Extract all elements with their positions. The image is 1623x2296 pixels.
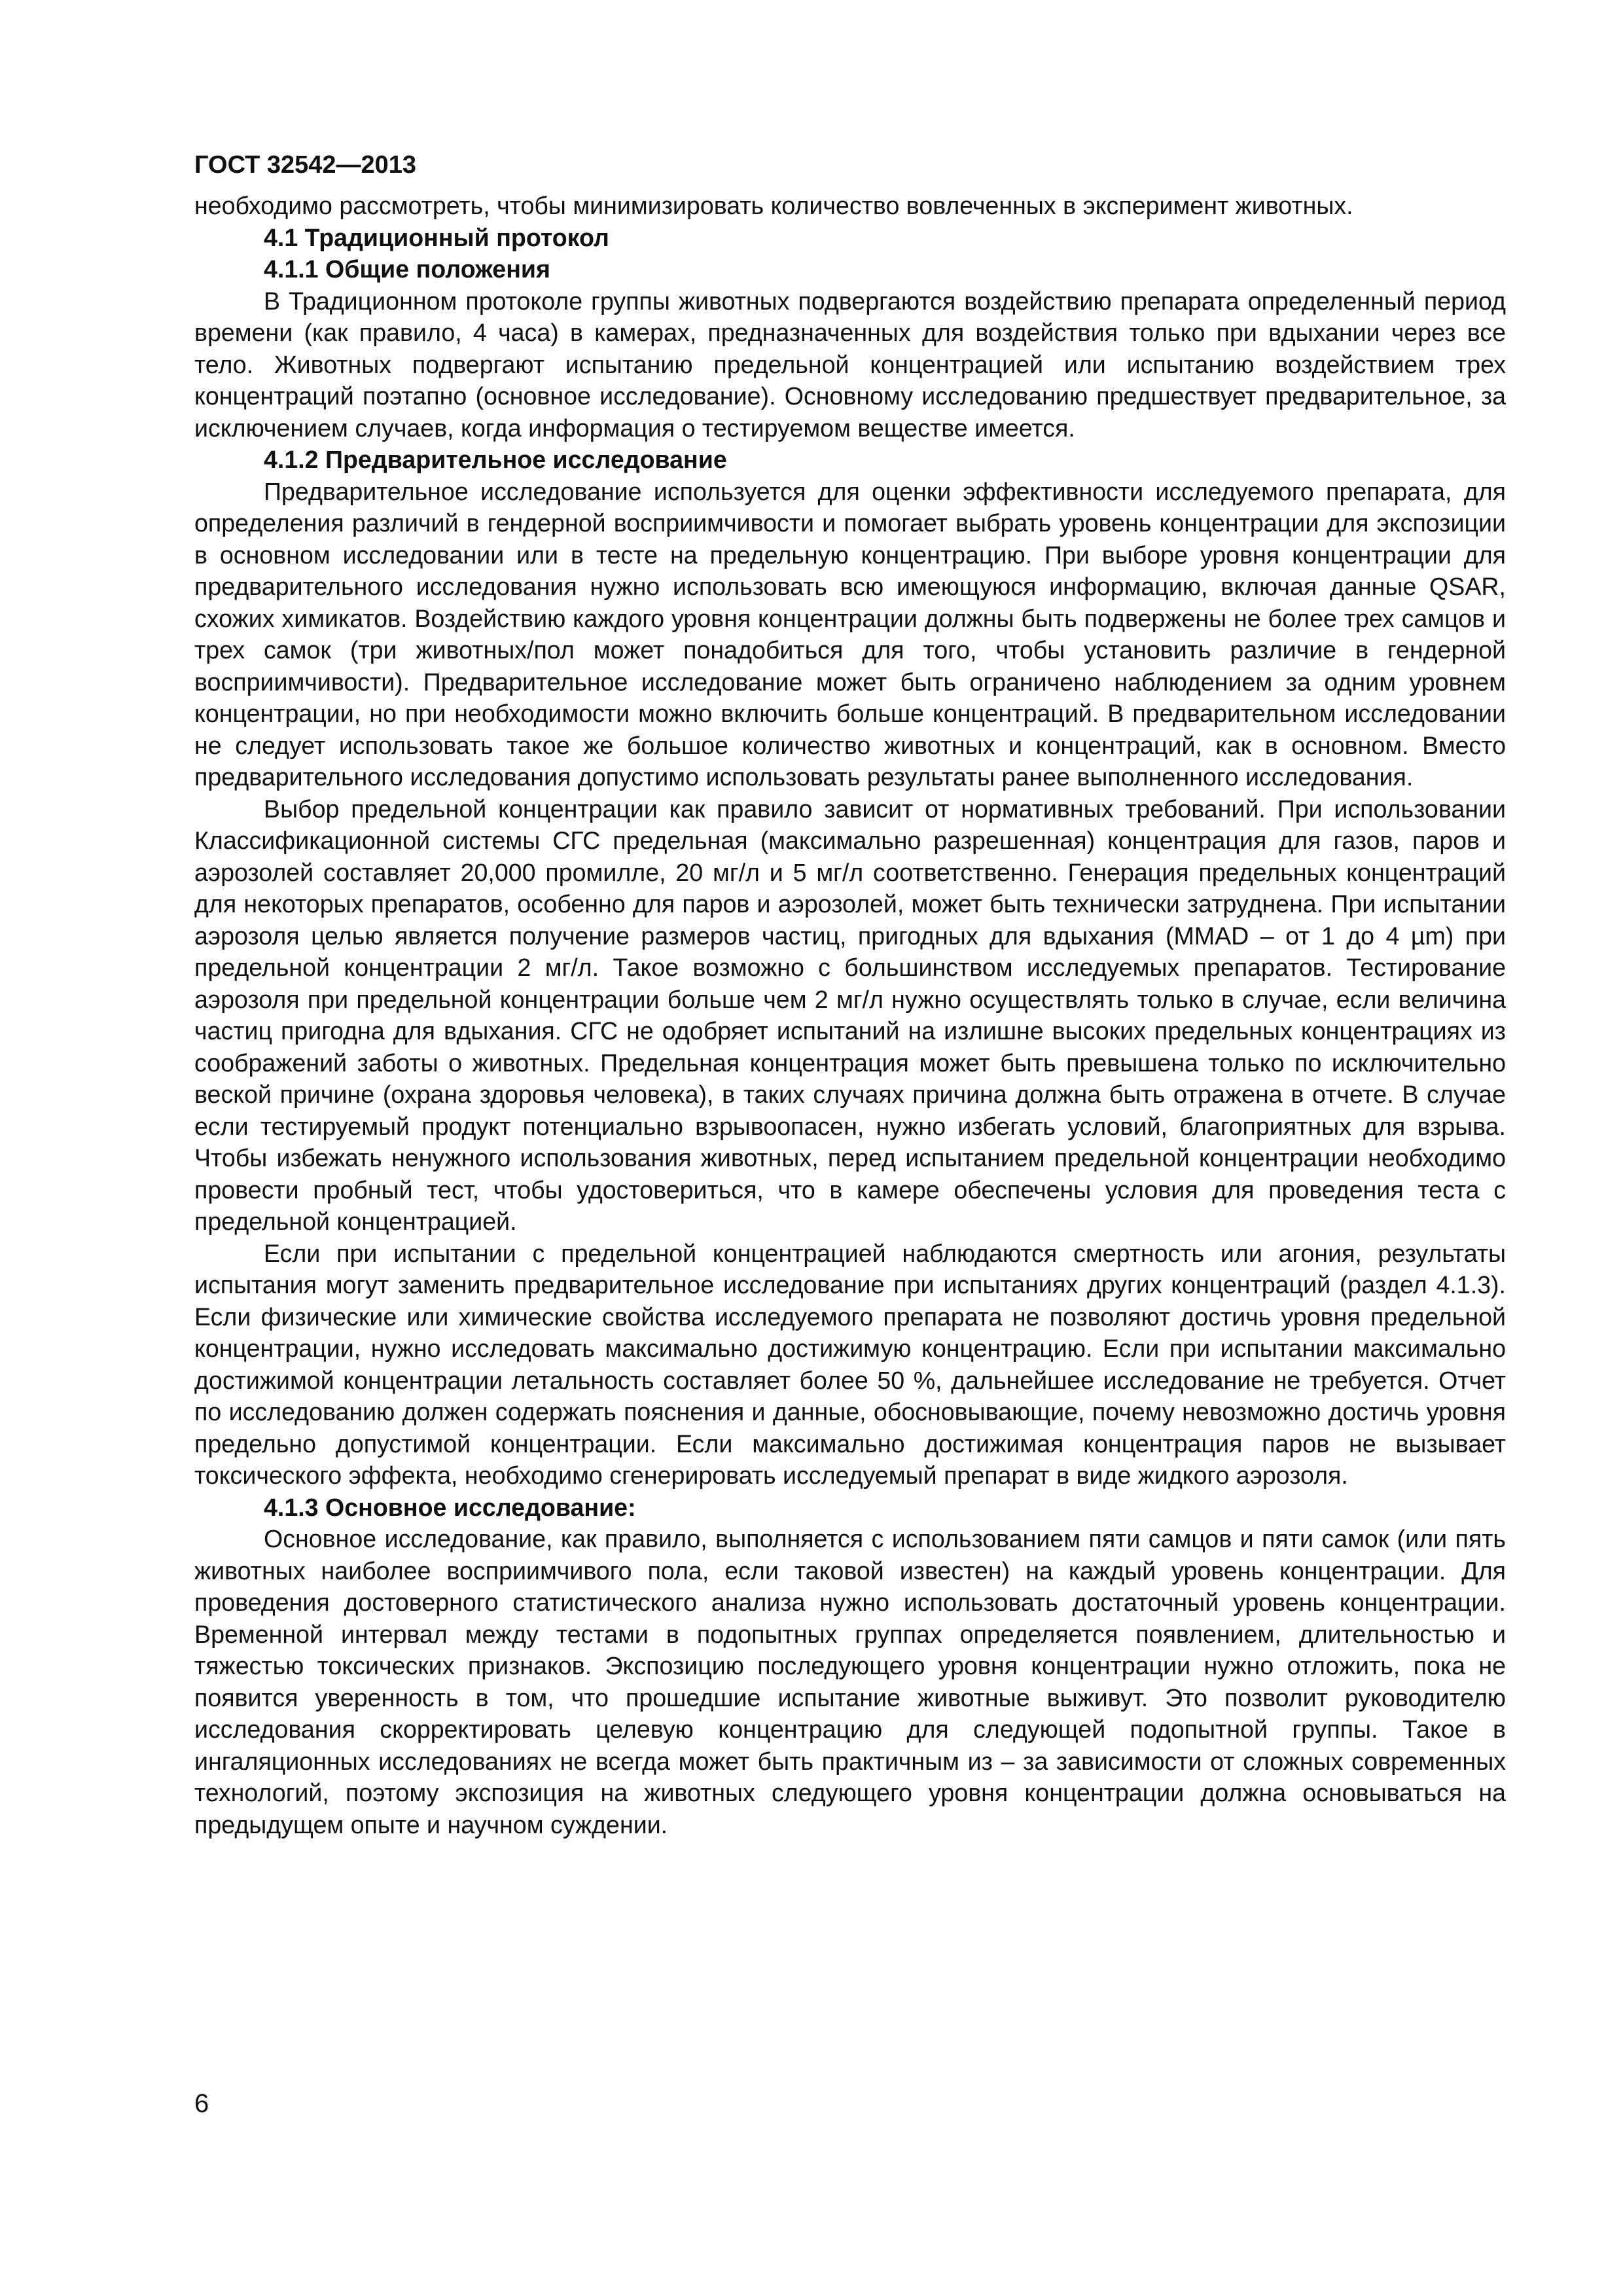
standard-header: ГОСТ 32542—2013 (194, 151, 417, 179)
paragraph-4-1-2-b: Выбор предельной концентрации как правило зависит от нормативных требований. При использовании Классификационной системы СГС предельная (максимально разрешенная) концентрация для газов, паров и аэрозолей составляет 20,000 промилле, 20 мг/л и 5 мг/л соответственно. Генерация предельных концентраций для некоторых препаратов, особенно для паров и аэрозолей, может быть технически затруднена. При испытании аэрозоля целью является получение размеров частиц, пригодных для вдыхания (MMAD – от 1 до 4 µm) при предельной концентрации 2 мг/л. Такое возможно с большинством исследуемых препаратов. Тестирование аэрозоля при предельной концентрации больше чем 2 мг/л нужно осуществлять только в случае, если величина частиц пригодна для вдыхания. СГС не одобряет испытаний на излишне высоких предельных концентрациях из соображений заботы о животных. Предельная концентрация может быть превышена только по исключительно веской причине (охрана здоровья человека), в таких случаях причина должна быть отражена в отчете. В случае если тестируемый продукт потенциально взрывоопасен, нужно избегать условий, благоприятных для взрыва. Чтобы избежать ненужного использования животных, перед испытанием предельной концентрации необходимо провести пробный тест, чтобы удостовериться, что в камере обеспечены условия для проведения теста с предельной концентрацией. (194, 795, 1506, 1235)
heading-4-1-3: 4.1.3 Основное исследование: (264, 1493, 636, 1521)
heading-4-1-2: 4.1.2 Предварительное исследование (264, 446, 727, 473)
paragraph-4-1-2-a: Предварительное исследование используется для оценки эффективности исследуемого препарата, для определения различий в гендерной восприимчивости и помогает выбрать уровень концентрации для экспозиции в основном исследовании или в тесте на предельную концентрацию. При выборе уровня концентрации для предварительного исследования нужно использовать всю имеющуюся информацию, включая данные QSAR, схожих химикатов. Воздействию каждого уровня концентрации должны быть подвержены не более трех самцов и трех самок (три животных/пол может понадобиться для того, чтобы установить различие в гендерной восприимчивости). Предварительное исследование может быть ограничено наблюдением за одним уровнем концентрации, но при необходимости можно включить больше концентраций. В предварительном исследовании не следует использовать такое же большое количество животных и концентраций, как в основном. Вместо предварительного исследования допустимо использовать результаты ранее выполненного исследования. (194, 477, 1506, 791)
paragraph-4-1-3: Основное исследование, как правило, выполняется с использованием пяти самцов и пяти самок (или пять животных наиболее восприимчивого пола, если таковой известен) на каждый уровень концентрации. Для проведения достоверного статистического анализа нужно использовать достаточный уровень концентрации. Временной интервал между тестами в подопытных группах определяется появлением, длительностью и тяжестью токсических признаков. Экспозицию последующего уровня концентрации нужно отложить, пока не появится уверенность в том, что прошедшие испытание животные выживут. Это позволит руководителю исследования скорректировать целевую концентрацию для следующей подопытной группы. Такое в ингаляционных исследованиях не всегда может быть практичным из – за зависимости от сложных современных технологий, поэтому экспозиция на животных следующего уровня концентрации должна основываться на предыдущем опыте и научном суждении. (194, 1525, 1506, 1839)
paragraph-4-1-2-c: Если при испытании с предельной концентрацией наблюдаются смертность или агония, результаты испытания могут заменить предварительное исследование при испытаниях других концентраций (раздел 4.1.3). Если физические или химические свойства исследуемого препарата не позволяют достичь уровня предельной концентрации, нужно исследовать максимально достижимую концентрацию. Если при испытании максимально достижимой концентрации летальность составляет более 50 %, дальнейшее исследование не требуется. Отчет по исследованию должен содержать пояснения и данные, обосновывающие, почему невозможно достичь уровня предельно допустимой концентрации. Если максимально достижимая концентрация паров не вызывает токсического эффекта, необходимо сгенерировать исследуемый препарат в виде жидкого аэрозоля. (194, 1239, 1506, 1489)
heading-4-1-1: 4.1.1 Общие положения (264, 255, 550, 283)
paragraph-continued: необходимо рассмотреть, чтобы минимизировать количество вовлеченных в эксперимент животных. (194, 192, 1353, 219)
page-number: 6 (194, 2089, 209, 2118)
paragraph-4-1-1: В Традиционном протоколе группы животных подвергаются воздействию препарата определенный период времени (как правило, 4 часа) в камерах, предназначенных для воздействия только при вдыхании через все тело. Животных подвергают испытанию предельной концентрацией или испытанию воздействием трех концентраций поэтапно (основное исследование). Основному исследованию предшествует предварительное, за исключением случаев, когда информация о тестируемом веществе имеется. (194, 287, 1506, 442)
heading-4-1: 4.1 Традиционный протокол (264, 223, 609, 251)
document-page (194, 149, 1506, 2145)
document-body (194, 190, 1506, 1840)
